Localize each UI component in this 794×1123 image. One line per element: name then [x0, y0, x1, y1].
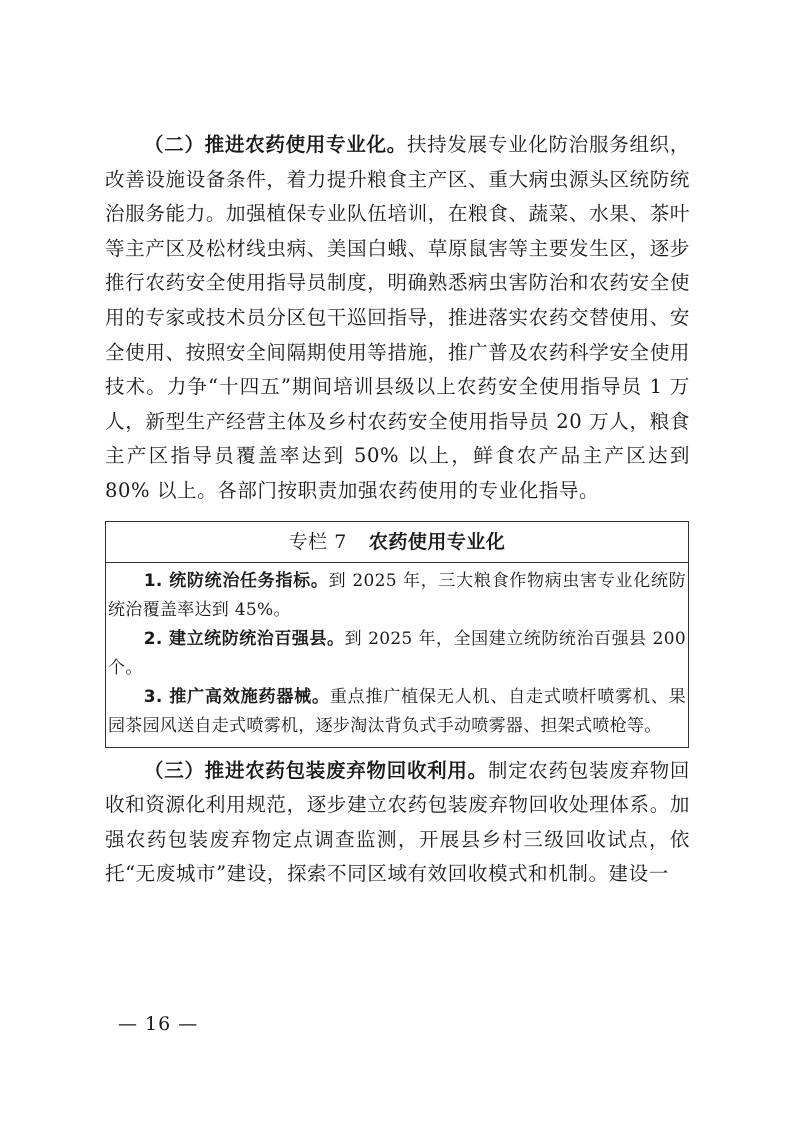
section-3-body: 制定农药包装废弃物回收和资源化利用规范，逐步建立农药包装废弃物回收处理体系。加强农药包装废弃物定点调查监测，开展县乡村三级回收试点，依托“无废城市”建设，探索不同区域有效回收模式和机制。建设一 [105, 758, 690, 886]
column-item-body: 到 2025 年，三大粮食作物病虫害专业化统防统治覆盖率达到 45%。 [108, 570, 686, 620]
column-item-lead: 1. 统防统治任务指标。 [143, 570, 329, 591]
section-2-body: 扶持发展专业化防治服务组织，改善设施设备条件，着力提升粮食主产区、重大病虫源头区统防统治服务能力。加强植保专业队伍培训，在粮食、蔬菜、水果、茶叶等主产区及松材线虫病、美国白蛾、草原鼠害等主要发生区，逐步推行农药安全使用指导员制度，明确熟悉病虫害防治和农药安全使用的专家或技术员分区包干巡回指导，推进落实农药交替使用、安全使用、按照安全间隔期使用等措施，推广普及农药科学安全使用技术。力争“十四五”期间培训县级以上农药安全使用指导员 1 万人，新型生产经营主体及乡村农药安全使用指导员 20 万人，粮食主产区指导员覆盖率达到 50% 以上，鲜食农产品主产区达到 80% 以上。各部门按职责加强农药使用的专业化指导。 [105, 133, 690, 502]
section-2-heading: （二）推进农药使用专业化。 [144, 133, 407, 156]
column-item [106, 625, 688, 683]
column-item-lead: 2. 建立统防统治百强县。 [143, 628, 345, 649]
column-item-lead: 3. 推广高效施药器械。 [143, 686, 330, 707]
column-box-body [106, 563, 688, 747]
column-item [106, 683, 688, 741]
page-number: — 16 — [118, 1013, 199, 1035]
column-item-body: 到 2025 年，全国建立统防统治百强县 200 个。 [108, 628, 686, 678]
column-box-number: 专栏 7 [288, 530, 347, 553]
section-2-paragraph [105, 128, 690, 509]
section-3-paragraph [105, 754, 690, 892]
document-page [105, 128, 690, 892]
column-box-header [106, 522, 688, 563]
column-item-body: 重点推广植保无人机、自走式喷杆喷雾机、果园茶园风送自走式喷雾机，逐步淘汰背负式手动喷雾器、担架式喷枪等。 [108, 686, 686, 736]
column-box [105, 521, 689, 748]
column-item [106, 567, 688, 625]
column-box-title: 农药使用专业化 [368, 530, 506, 553]
section-3-heading: （三）推进农药包装废弃物回收利用。 [144, 758, 488, 782]
